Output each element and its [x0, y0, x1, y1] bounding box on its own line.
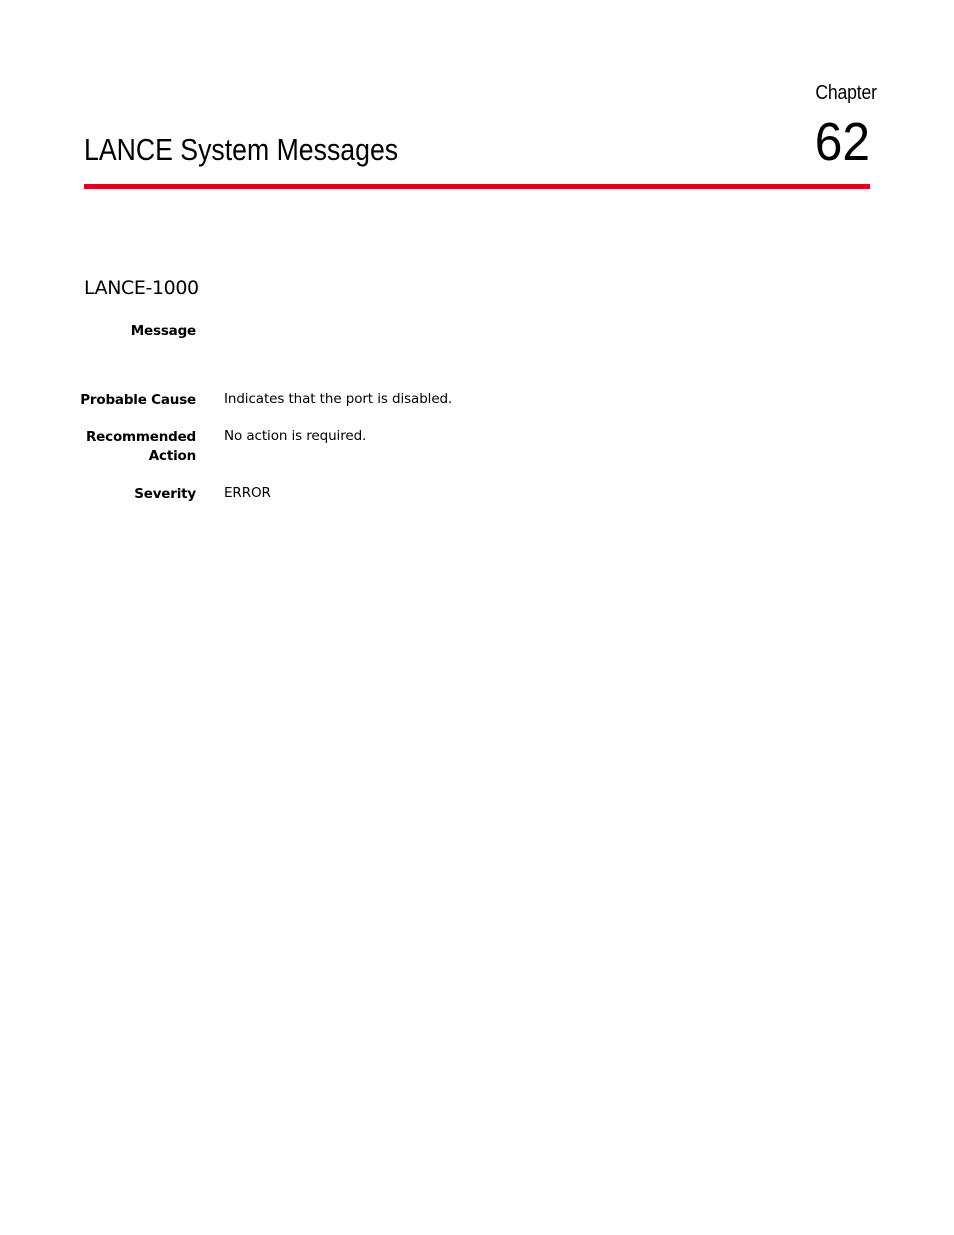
severity-value: ERROR	[224, 485, 271, 501]
chapter-title: LANCE System Messages	[84, 132, 399, 167]
chapter-label: Chapter	[815, 82, 877, 104]
title-rule	[84, 184, 870, 189]
chapter-number: 62	[814, 112, 870, 172]
message-label: Message	[130, 323, 196, 339]
severity-label: Severity	[134, 486, 196, 502]
recommended-action-label-line2: Action	[148, 448, 196, 464]
recommended-action-label-line1: Recommended	[85, 429, 196, 445]
probable-cause-value: Indicates that the port is disabled.	[224, 391, 453, 407]
recommended-action-label	[36, 428, 196, 466]
probable-cause-label: Probable Cause	[80, 392, 196, 408]
section-heading: LANCE-1000	[84, 277, 199, 299]
recommended-action-value: No action is required.	[224, 428, 367, 444]
